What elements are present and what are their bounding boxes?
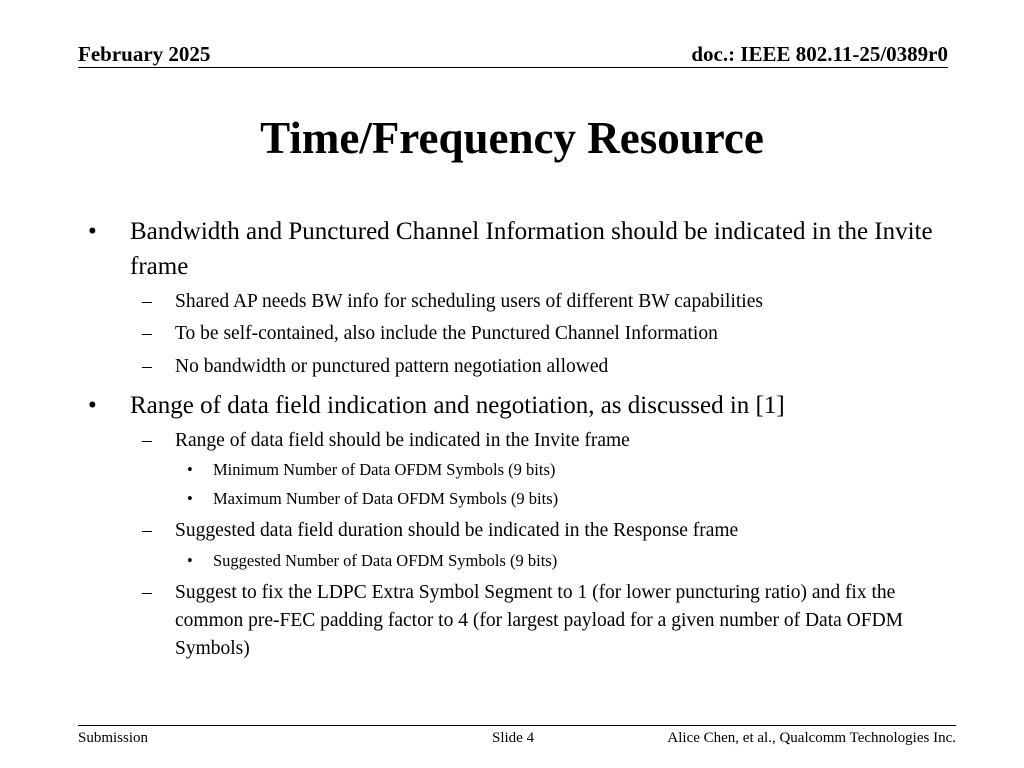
sub-bullet-marker: –: [142, 291, 152, 312]
header-divider: [78, 67, 948, 68]
footer-author: Alice Chen, et al., Qualcomm Technologies Inc.: [667, 730, 956, 746]
slide-title: Time/Frequency Resource: [260, 113, 764, 163]
footer-divider: [78, 725, 956, 726]
sub-bullet-text: Suggest to fix the LDPC Extra Symbol Segment to 1 (for lower puncturing ratio) and fix the common pre-FEC padding factor to 4 (for largest payload for a given number of Data OFDM Symbols): [175, 582, 903, 659]
sub-bullet-text: Shared AP needs BW info for scheduling users of different BW capabilities: [175, 291, 763, 312]
sub-bullet-text: To be self-contained, also include the Punctured Channel Information: [175, 323, 718, 344]
header-date: February 2025: [78, 42, 211, 66]
bullet-marker: •: [88, 392, 97, 419]
header-doc-id: doc.: IEEE 802.11-25/0389r0: [691, 42, 948, 66]
sub-sub-bullet-marker: •: [187, 460, 193, 479]
sub-bullet-marker: –: [142, 323, 152, 344]
sub-sub-bullet-text: Maximum Number of Data OFDM Symbols (9 bits): [213, 489, 559, 508]
sub-bullet-text: Suggested data field duration should be indicated in the Response frame: [175, 520, 739, 541]
sub-bullet-text: No bandwidth or punctured pattern negotiation allowed: [175, 356, 609, 377]
sub-sub-bullet-text: Suggested Number of Data OFDM Symbols (9 bits): [213, 551, 558, 570]
bullet-text: Range of data field indication and negotiation, as discussed in [1]: [130, 392, 785, 419]
sub-sub-bullet-text: Minimum Number of Data OFDM Symbols (9 bits): [213, 460, 556, 479]
bullet-text: Bandwidth and Punctured Channel Information should be indicated in the Invite frame: [130, 218, 933, 280]
sub-sub-bullet-marker: •: [187, 489, 193, 508]
sub-bullet-marker: –: [142, 582, 152, 603]
bullet-marker: •: [88, 218, 97, 245]
footer-slide-number: Slide 4: [492, 730, 535, 746]
sub-bullet-text: Range of data field should be indicated in the Invite frame: [175, 430, 630, 451]
sub-bullet-marker: –: [142, 520, 152, 541]
sub-sub-bullet-marker: •: [187, 551, 193, 570]
sub-bullet-marker: –: [142, 430, 152, 451]
sub-bullet-marker: –: [142, 356, 152, 377]
footer-submission: Submission: [78, 730, 149, 746]
